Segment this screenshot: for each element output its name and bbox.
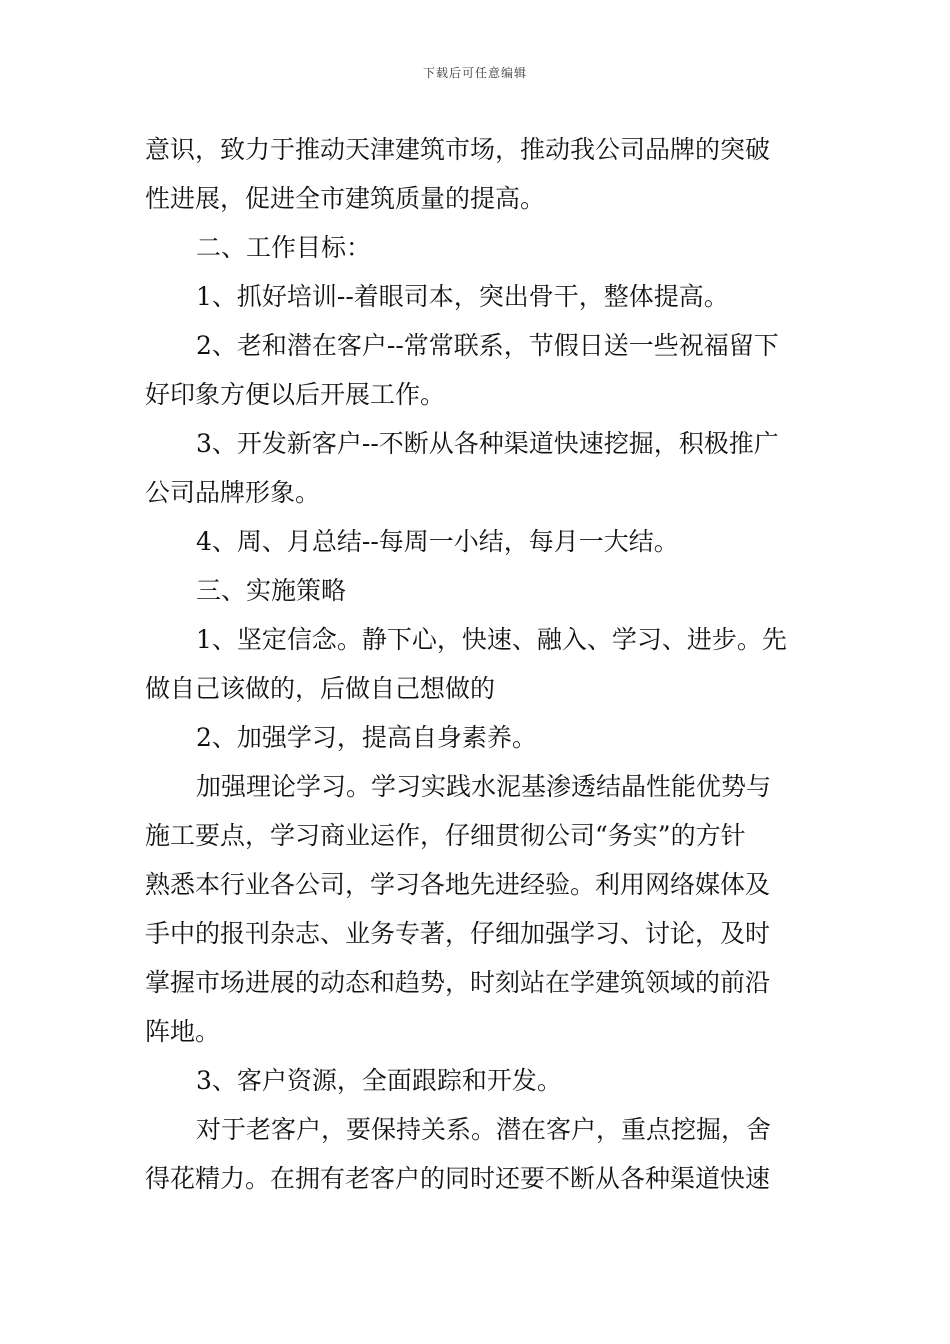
text-line: 性进展，促进全市建筑质量的提高。	[145, 184, 546, 213]
text-line: 阵地。	[145, 1017, 221, 1046]
section-heading: 二、工作目标：	[196, 233, 372, 262]
list-item: 2、加强学习，提高自身素养。	[196, 723, 537, 752]
text-line: 公司品牌形象。	[145, 478, 321, 507]
list-item: 4、周、月总结--每周一小结，每月一大结。	[196, 527, 679, 556]
text-line: 手中的报刊杂志、业务专著，仔细加强学习、讨论，及时	[145, 919, 771, 948]
section-heading: 三、实施策略	[196, 576, 347, 605]
paragraph-line: 对于老客户，要保持关系。潜在客户，重点挖掘，舍	[196, 1115, 772, 1144]
list-item: 3、开发新客户--不断从各种渠道快速挖掘，积极推广	[196, 429, 779, 458]
text-line: 做自己该做的，后做自己想做的	[145, 674, 496, 703]
list-item: 1、抓好培训--着眼司本，突出骨干，整体提高。	[196, 282, 729, 311]
list-item: 3、客户资源，全面跟踪和开发。	[196, 1066, 562, 1095]
page-header: 下载后可任意编辑	[422, 66, 527, 80]
list-item: 1、坚定信念。静下心，快速、融入、学习、进步。先	[196, 625, 787, 654]
document-body	[145, 125, 810, 1203]
text-line: 意识，致力于推动天津建筑市场，推动我公司品牌的突破	[145, 135, 771, 164]
text-line: 熟悉本行业各公司，学习各地先进经验。利用网络媒体及	[145, 870, 771, 899]
paragraph-line: 加强理论学习。学习实践水泥基渗透结晶性能优势与	[196, 772, 772, 801]
text-line: 好印象方便以后开展工作。	[145, 380, 446, 409]
text-line: 得花精力。在拥有老客户的同时还要不断从各种渠道快速	[145, 1164, 771, 1193]
text-line: 掌握市场进展的动态和趋势，时刻站在学建筑领域的前沿	[145, 968, 771, 997]
list-item: 2、老和潜在客户--常常联系，节假日送一些祝福留下	[196, 331, 779, 360]
text-line: 施工要点，学习商业运作，仔细贯彻公司“务实”的方针	[145, 821, 746, 850]
